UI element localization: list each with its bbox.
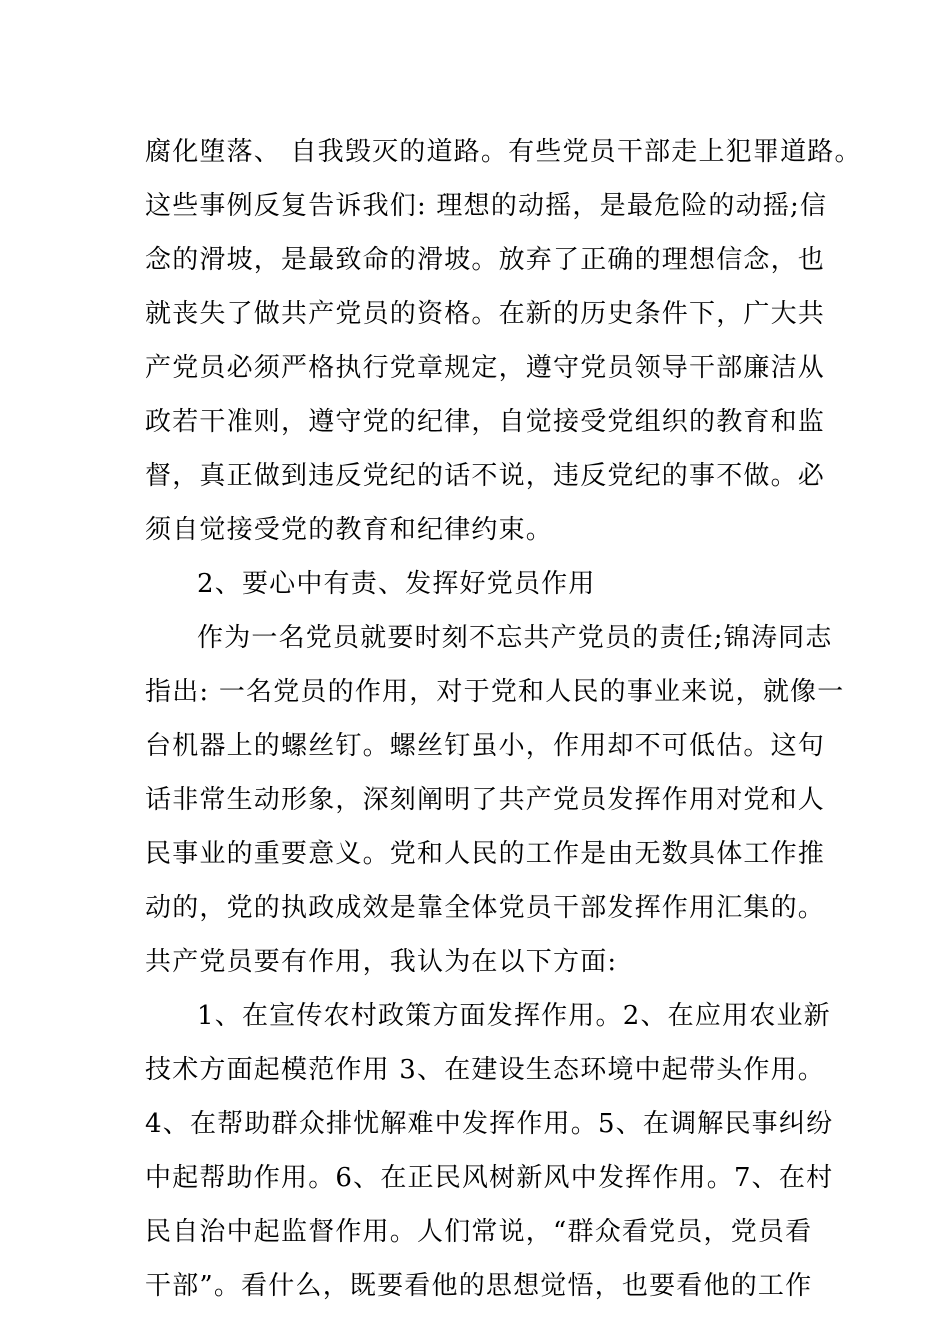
text-line: 民自治中起监督作用。人们常说，“群众看党员，党员看 bbox=[145, 1217, 813, 1247]
text-line: 腐化堕落、 自我毁灭的道路。有些党员干部走上犯罪道路。 bbox=[145, 137, 862, 167]
text-line: 须自觉接受党的教育和纪律约束。 bbox=[145, 515, 554, 545]
text-line: 作为一名党员就要时刻不忘共产党员的责任;锦涛同志 bbox=[197, 623, 833, 653]
text-line: 中起帮助作用。6、在正民风树新风中发挥作用。7、在村 bbox=[145, 1163, 834, 1193]
text-line: 动的，党的执政成效是靠全体党员干部发挥作用汇集的。 bbox=[145, 893, 826, 923]
text-line: 就丧失了做共产党员的资格。在新的历史条件下，广大共 bbox=[145, 299, 826, 329]
text-line: 这些事例反复告诉我们: 理想的动摇，是最危险的动摇;信 bbox=[145, 191, 828, 221]
text-line: 技术方面起模范作用 3、在建设生态环境中起带头作用。 bbox=[145, 1055, 826, 1085]
section-heading: 2、要心中有责、发挥好党员作用 bbox=[197, 569, 596, 599]
text-line: 政若干准则，遵守党的纪律，自觉接受党组织的教育和监 bbox=[145, 407, 826, 437]
text-line: 台机器上的螺丝钉。螺丝钉虽小，作用却不可低估。这句 bbox=[145, 731, 826, 761]
text-line: 念的滑坡，是最致命的滑坡。放弃了正确的理想信念，也 bbox=[145, 245, 826, 275]
text-line: 4、在帮助群众排忧解难中发挥作用。5、在调解民事纠纷 bbox=[145, 1109, 834, 1139]
text-line: 产党员必须严格执行党章规定，遵守党员领导干部廉洁从 bbox=[145, 353, 826, 383]
text-line: 民事业的重要意义。党和人民的工作是由无数具体工作推 bbox=[145, 839, 826, 869]
text-line: 督，真正做到违反党纪的话不说，违反党纪的事不做。必 bbox=[145, 461, 826, 491]
text-line: 干部”。看什么，既要看他的思想觉悟，也要看他的工作 bbox=[145, 1271, 813, 1301]
text-line: 1、在宣传农村政策方面发挥作用。2、在应用农业新 bbox=[197, 1001, 831, 1031]
text-line: 话非常生动形象，深刻阐明了共产党员发挥作用对党和人 bbox=[145, 785, 826, 815]
text-line: 指出: 一名党员的作用，对于党和人民的事业来说，就像一 bbox=[145, 677, 845, 707]
text-line: 共产党员要有作用，我认为在以下方面: bbox=[145, 947, 618, 977]
